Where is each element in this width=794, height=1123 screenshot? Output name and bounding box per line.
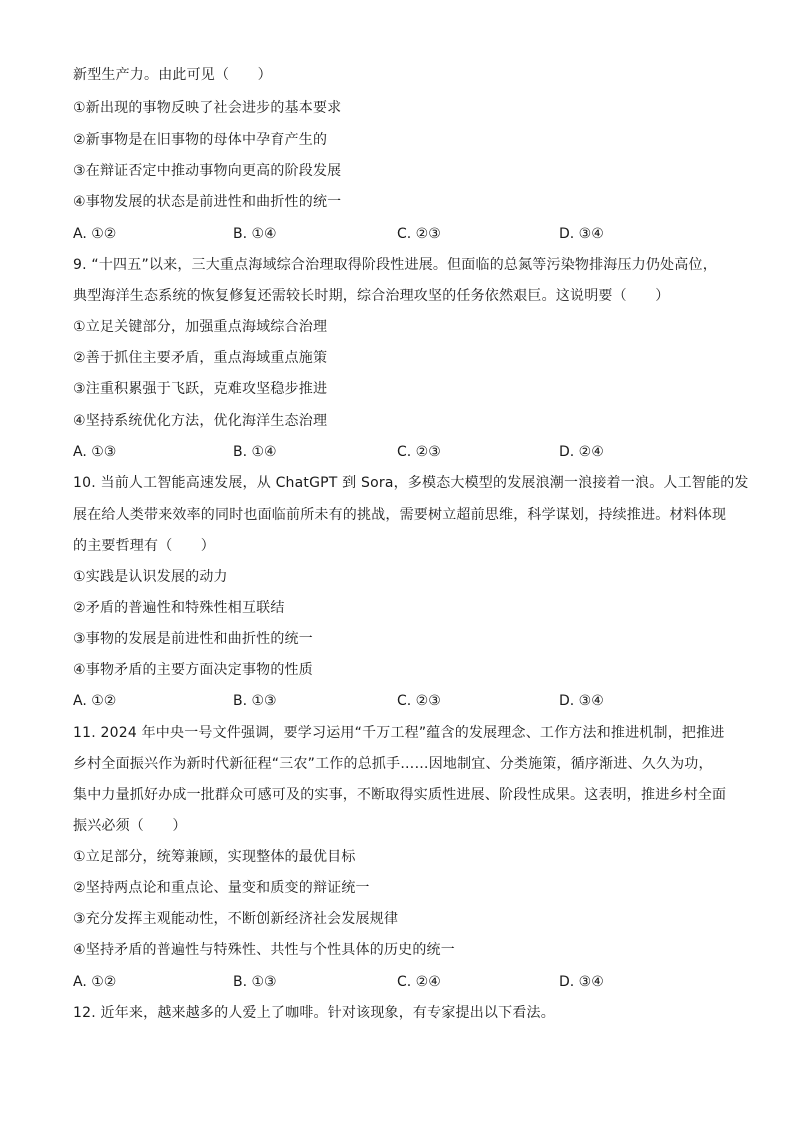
q10-stem-line-3: 的主要哲理有（ ） xyxy=(73,538,215,554)
q8-options xyxy=(73,225,733,243)
q10-option-d[interactable]: D. ③④ xyxy=(559,693,604,709)
q12-stem-line-1: 12. 近年来，越来越多的人爱上了咖啡。针对该现象，有专家提出以下看法。 xyxy=(73,1005,555,1021)
q11-option-c[interactable]: C. ②④ xyxy=(397,974,441,990)
q11-stem-line-2: 乡村全面振兴作为新时代新征程“三农”工作的总抓手……因地制宜、分类施策，循序渐进、久久为功， xyxy=(73,756,713,772)
q11-option-b[interactable]: B. ①③ xyxy=(233,974,277,990)
q11-option-d[interactable]: D. ③④ xyxy=(559,974,604,990)
q10-item-2: ②矛盾的普遍性和特殊性相互联结 xyxy=(73,600,285,616)
q11-options xyxy=(73,973,733,991)
q10-item-1: ①实践是认识发展的动力 xyxy=(73,569,228,585)
q11-item-3: ③充分发挥主观能动性，不断创新经济社会发展规律 xyxy=(73,911,399,927)
q11-option-a[interactable]: A. ①② xyxy=(73,974,117,990)
q8-option-c[interactable]: C. ②③ xyxy=(397,226,441,242)
q9-item-1: ①立足关键部分，加强重点海域综合治理 xyxy=(73,319,328,335)
q11-stem-line-4: 振兴必须（ ） xyxy=(73,818,187,834)
q10-option-a[interactable]: A. ①② xyxy=(73,693,117,709)
q9-options xyxy=(73,443,733,461)
q8-item-3: ③在辩证否定中推动事物向更高的阶段发展 xyxy=(73,163,342,179)
q8-option-a[interactable]: A. ①② xyxy=(73,226,117,242)
q9-option-d[interactable]: D. ②④ xyxy=(559,444,604,460)
q10-item-3: ③事物的发展是前进性和曲折性的统一 xyxy=(73,631,313,647)
q11-item-1: ①立足部分，统筹兼顾，实现整体的最优目标 xyxy=(73,849,356,865)
q9-option-a[interactable]: A. ①③ xyxy=(73,444,117,460)
q9-item-2: ②善于抓住主要矛盾，重点海域重点施策 xyxy=(73,350,328,366)
q9-option-b[interactable]: B. ①④ xyxy=(233,444,277,460)
q9-option-c[interactable]: C. ②③ xyxy=(397,444,441,460)
q9-stem-line-1: 9. “十四五”以来，三大重点海域综合治理取得阶段性进展。但面临的总氮等污染物排海压力仍处高位， xyxy=(73,257,717,273)
q8-option-b[interactable]: B. ①④ xyxy=(233,226,277,242)
q8-option-d[interactable]: D. ③④ xyxy=(559,226,604,242)
q10-stem-line-1: 10. 当前人工智能高速发展，从 ChatGPT 到 Sora，多模态大模型的发展浪潮一浪接着一浪。人工智能的发 xyxy=(73,475,749,491)
q8-stem: 新型生产力。由此可见（ ） xyxy=(73,67,272,83)
q8-item-1: ①新出现的事物反映了社会进步的基本要求 xyxy=(73,100,342,116)
q8-item-2: ②新事物是在旧事物的母体中孕育产生的 xyxy=(73,132,328,148)
q10-option-b[interactable]: B. ①③ xyxy=(233,693,277,709)
q8-item-4: ④事物发展的状态是前进性和曲折性的统一 xyxy=(73,194,342,210)
q9-stem-line-2: 典型海洋生态系统的恢复修复还需较长时期，综合治理攻坚的任务依然艰巨。这说明要（ ） xyxy=(73,288,670,304)
q9-item-3: ③注重积累强于飞跃，克难攻坚稳步推进 xyxy=(73,381,328,397)
q10-options xyxy=(73,692,733,710)
q9-item-4: ④坚持系统优化方法，优化海洋生态治理 xyxy=(73,413,328,429)
q11-item-4: ④坚持矛盾的普遍性与特殊性、共性与个性具体的历史的统一 xyxy=(73,942,455,958)
q10-stem-line-2: 展在给人类带来效率的同时也面临前所未有的挑战，需要树立超前思维，科学谋划，持续推进。材料体现 xyxy=(73,507,727,523)
q10-option-c[interactable]: C. ②③ xyxy=(397,693,441,709)
q11-stem-line-3: 集中力量抓好办成一批群众可感可及的实事，不断取得实质性进展、阶段性成果。这表明，推进乡村全面 xyxy=(73,787,727,803)
q11-item-2: ②坚持两点论和重点论、量变和质变的辩证统一 xyxy=(73,880,370,896)
q10-item-4: ④事物矛盾的主要方面决定事物的性质 xyxy=(73,662,313,678)
q11-stem-line-1: 11. 2024 年中央一号文件强调，要学习运用“千万工程”蕴含的发展理念、工作方法和推进机制，把推进 xyxy=(73,725,725,741)
